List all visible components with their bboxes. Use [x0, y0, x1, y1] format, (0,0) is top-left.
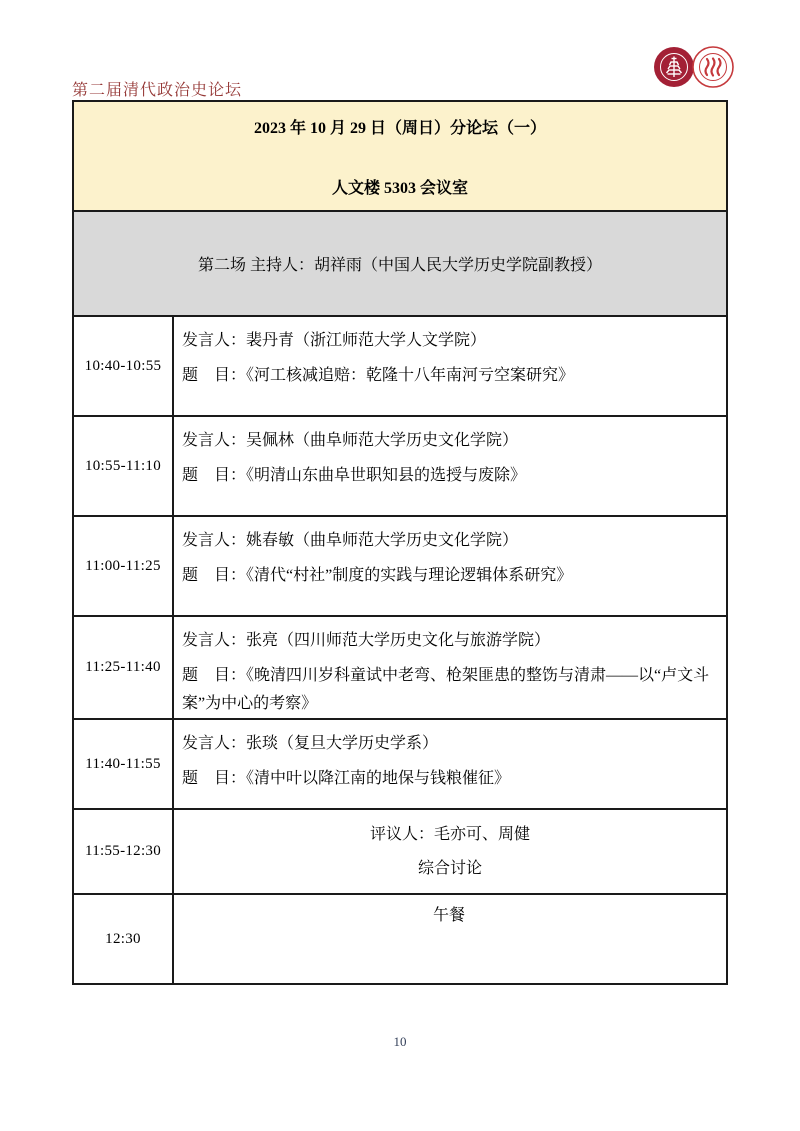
time-cell: 11:00-11:25 [74, 517, 174, 615]
table-row [74, 615, 726, 718]
reviewer-line: 评议人：毛亦可、周健 [369, 826, 530, 843]
lunch-line: 午餐 [432, 907, 465, 924]
topic-line: 题 目：《明清山东曲阜世职知县的选授与废除》 [182, 467, 527, 484]
talk-cell [174, 517, 726, 615]
table-row [74, 893, 726, 983]
topic-line: 题 目：《河工核减追赔：乾隆十八年南河亏空案研究》 [182, 367, 575, 384]
university-logos [653, 46, 734, 88]
time-cell: 11:25-11:40 [74, 617, 174, 718]
table-row [74, 515, 726, 615]
time-cell: 11:40-11:55 [74, 720, 174, 808]
document-header-title: 第二届清代政治史论坛 [72, 82, 243, 99]
topic-line: 题 目：《清中叶以降江南的地保与钱粮催征》 [182, 770, 511, 787]
lunch-cell [174, 895, 726, 983]
discussion-cell [174, 810, 726, 893]
time-cell: 12:30 [74, 895, 174, 983]
moderator-text: 第二场 主持人：胡祥雨（中国人民大学历史学院副教授） [197, 257, 602, 274]
talk-cell [174, 617, 726, 718]
speaker-line: 发言人：张亮（四川师范大学历史文化与旅游学院） [182, 632, 551, 649]
talk-cell [174, 720, 726, 808]
session-date-title: 2023 年 10 月 29 日（周日）分论坛（一） [253, 119, 546, 137]
university-seal-right-icon [692, 46, 734, 88]
table-row [74, 718, 726, 808]
moderator-row [74, 210, 726, 315]
speaker-line: 发言人：吴佩林（曲阜师范大学历史文化学院） [182, 432, 519, 449]
time-cell: 10:40-10:55 [74, 317, 174, 415]
schedule-table [72, 100, 728, 985]
table-row [74, 315, 726, 415]
session-header-row [74, 102, 726, 210]
speaker-line: 发言人：张琰（复旦大学历史学系） [182, 735, 439, 752]
session-room: 人文楼 5303 会议室 [331, 179, 468, 197]
talk-cell [174, 417, 726, 515]
topic-line: 题 目：《晚清四川岁科童试中老弯、枪架匪患的整饬与清肃——以“卢文斗案”为中心的考察》 [182, 667, 710, 712]
page-number: 10 [393, 1034, 407, 1049]
discussion-line: 综合讨论 [417, 860, 482, 877]
table-row [74, 415, 726, 515]
speaker-line: 发言人：裴丹青（浙江师范大学人文学院） [182, 332, 487, 349]
speaker-line: 发言人：姚春敏（曲阜师范大学历史文化学院） [182, 532, 519, 549]
topic-line: 题 目：《清代“村社”制度的实践与理论逻辑体系研究》 [182, 567, 573, 584]
university-seal-left-icon [653, 46, 695, 88]
time-cell: 11:55-12:30 [74, 810, 174, 893]
talk-cell [174, 317, 726, 415]
table-row [74, 808, 726, 893]
time-cell: 10:55-11:10 [74, 417, 174, 515]
